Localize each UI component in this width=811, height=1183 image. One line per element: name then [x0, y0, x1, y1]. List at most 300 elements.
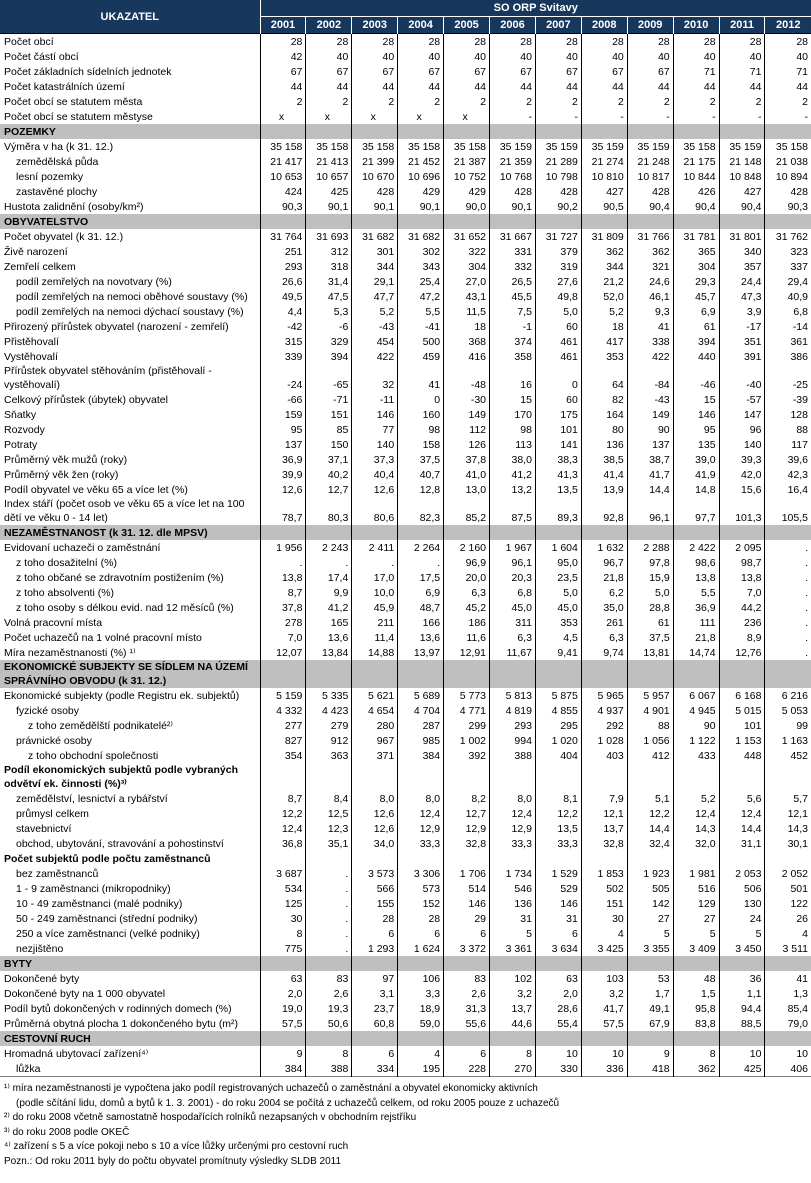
value-cell: 391 — [719, 349, 765, 364]
value-cell: 36,9 — [673, 600, 719, 615]
value-cell: 95 — [260, 422, 306, 437]
value-cell: 418 — [627, 1061, 673, 1077]
value-cell: 573 — [398, 881, 444, 896]
value-cell: 1 529 — [535, 866, 581, 881]
value-cell: 53 — [627, 971, 673, 986]
value-cell: 14,3 — [765, 821, 811, 836]
value-cell: 394 — [306, 349, 352, 364]
value-cell: . — [765, 570, 811, 585]
row-label: podíl zemřelých na novotvary (%) — [16, 276, 172, 288]
value-cell: 2,6 — [306, 986, 352, 1001]
value-cell: 67 — [581, 64, 627, 79]
table-row — [0, 555, 811, 570]
value-cell: 2 243 — [306, 540, 352, 555]
value-cell: 52,0 — [581, 289, 627, 304]
value-cell: 9,9 — [306, 585, 352, 600]
table-row — [0, 986, 811, 1001]
value-cell: 40,2 — [306, 467, 352, 482]
value-cell — [398, 851, 444, 866]
value-cell: 28,8 — [627, 600, 673, 615]
value-cell: 28 — [627, 34, 673, 50]
value-cell: 388 — [490, 748, 536, 763]
value-cell: 31,3 — [444, 1001, 490, 1016]
value-cell: 27,6 — [535, 274, 581, 289]
value-cell: 13,5 — [535, 821, 581, 836]
value-cell: 21 248 — [627, 154, 673, 169]
value-cell — [719, 525, 765, 540]
value-cell: 293 — [260, 259, 306, 274]
value-cell: 13,6 — [398, 630, 444, 645]
value-cell: 31 801 — [719, 229, 765, 244]
value-cell: 1 632 — [581, 540, 627, 555]
value-cell: 16 — [490, 364, 536, 392]
value-cell: 4 901 — [627, 703, 673, 718]
value-cell: 82,3 — [398, 497, 444, 525]
value-cell: 5 621 — [352, 688, 398, 703]
value-cell — [581, 763, 627, 791]
value-cell: 26,6 — [260, 274, 306, 289]
value-cell: 40 — [581, 49, 627, 64]
value-cell: -48 — [444, 364, 490, 392]
value-cell: 13,5 — [535, 482, 581, 497]
value-cell: 48 — [673, 971, 719, 986]
value-cell: 67 — [627, 64, 673, 79]
section-row — [0, 660, 811, 688]
value-cell: 21 413 — [306, 154, 352, 169]
value-cell — [260, 214, 306, 229]
value-cell: 10 696 — [398, 169, 444, 184]
table-row — [0, 866, 811, 881]
value-cell: 45,9 — [352, 600, 398, 615]
value-cell: 90,4 — [673, 199, 719, 214]
value-cell: 12,6 — [352, 806, 398, 821]
row-label: z toho osoby s délkou evid. nad 12 měsíců (%) — [16, 602, 234, 614]
value-cell: 92,8 — [581, 497, 627, 525]
value-cell: 45,0 — [535, 600, 581, 615]
value-cell — [490, 763, 536, 791]
table-row — [0, 851, 811, 866]
value-cell: 6 — [352, 1046, 398, 1061]
value-cell: 13,7 — [490, 1001, 536, 1016]
value-cell: 14,74 — [673, 645, 719, 660]
value-cell: 287 — [398, 718, 444, 733]
table-row — [0, 199, 811, 214]
value-cell: 32 — [352, 364, 398, 392]
value-cell: 5,5 — [673, 585, 719, 600]
value-cell: 88 — [765, 422, 811, 437]
row-label: Přírůstek obyvatel stěhováním (přistěhovalí - vystěhovalí) — [4, 365, 212, 391]
row-label: 10 - 49 zaměstnanci (malé podniky) — [16, 898, 183, 910]
row-label: Dokončené byty na 1 000 obyvatel — [4, 988, 166, 1000]
value-cell: 429 — [444, 184, 490, 199]
row-label: bez zaměstnanců — [16, 868, 99, 880]
value-cell: 10 810 — [581, 169, 627, 184]
row-label: Hustota zalidnění (osoby/km²) — [4, 201, 144, 213]
value-cell: 140 — [719, 437, 765, 452]
value-cell: 10 670 — [352, 169, 398, 184]
value-cell: 2 052 — [765, 866, 811, 881]
value-cell: 29,1 — [352, 274, 398, 289]
value-cell: 39,0 — [673, 452, 719, 467]
value-cell: 2 — [673, 94, 719, 109]
value-cell: 502 — [581, 881, 627, 896]
value-cell: 5 335 — [306, 688, 352, 703]
value-cell: -1 — [490, 319, 536, 334]
value-cell: -24 — [260, 364, 306, 392]
value-cell — [260, 763, 306, 791]
value-cell: 37,8 — [444, 452, 490, 467]
value-cell: 3 511 — [765, 941, 811, 956]
value-cell: 3 409 — [673, 941, 719, 956]
value-cell: 141 — [535, 437, 581, 452]
value-cell: 195 — [398, 1061, 444, 1077]
value-cell: 15,9 — [627, 570, 673, 585]
row-label: Evidovaní uchazeči o zaměstnání — [4, 542, 161, 554]
value-cell: - — [765, 109, 811, 124]
footnote-line: ³⁾ do roku 2008 podle OKEČ — [4, 1126, 130, 1138]
row-label: Počet obcí se statutem města — [4, 96, 143, 108]
value-cell: 6,8 — [490, 585, 536, 600]
year-header: 2004 — [398, 17, 444, 34]
value-cell: . — [306, 555, 352, 570]
value-cell — [581, 660, 627, 688]
value-cell: 422 — [627, 349, 673, 364]
value-cell — [627, 124, 673, 139]
value-cell: 20,3 — [490, 570, 536, 585]
value-cell: . — [765, 555, 811, 570]
table-row — [0, 334, 811, 349]
value-cell: 44 — [352, 79, 398, 94]
value-cell: 3 573 — [352, 866, 398, 881]
row-label: Počet obyvatel (k 31. 12.) — [4, 231, 124, 243]
value-cell: 353 — [581, 349, 627, 364]
value-cell: 60 — [535, 319, 581, 334]
value-cell: 12,2 — [627, 806, 673, 821]
value-cell: 211 — [352, 615, 398, 630]
value-cell: 448 — [719, 748, 765, 763]
value-cell — [260, 124, 306, 139]
value-cell — [398, 660, 444, 688]
value-cell: -11 — [352, 392, 398, 407]
value-cell: x — [398, 109, 444, 124]
value-cell: 4 945 — [673, 703, 719, 718]
value-cell: -30 — [444, 392, 490, 407]
value-cell: 318 — [306, 259, 352, 274]
row-label: z toho dosažitelní (%) — [16, 557, 117, 569]
value-cell: 312 — [306, 244, 352, 259]
value-cell: 44 — [627, 79, 673, 94]
value-cell: 428 — [490, 184, 536, 199]
value-cell: 20,0 — [444, 570, 490, 585]
value-cell: 135 — [673, 437, 719, 452]
value-cell: 97,7 — [673, 497, 719, 525]
value-cell: 40 — [306, 49, 352, 64]
value-cell: 12,6 — [352, 482, 398, 497]
value-cell: 28 — [719, 34, 765, 50]
value-cell: 35 159 — [490, 139, 536, 154]
value-cell — [765, 763, 811, 791]
value-cell: 392 — [444, 748, 490, 763]
value-cell: 8,9 — [719, 630, 765, 645]
value-cell: 362 — [581, 244, 627, 259]
value-cell — [535, 851, 581, 866]
value-cell: 71 — [673, 64, 719, 79]
value-cell: 12,4 — [673, 806, 719, 821]
value-cell: . — [765, 540, 811, 555]
value-cell: 89,3 — [535, 497, 581, 525]
value-cell: 15 — [673, 392, 719, 407]
value-cell: 48,7 — [398, 600, 444, 615]
value-cell: 31 693 — [306, 229, 352, 244]
row-label: Přirozený přírůstek obyvatel (narození - zemřelí) — [4, 321, 229, 333]
table-row — [0, 319, 811, 334]
value-cell — [352, 851, 398, 866]
value-cell: 29,4 — [765, 274, 811, 289]
value-cell: 31 727 — [535, 229, 581, 244]
value-cell: 4 — [581, 926, 627, 941]
value-cell: 278 — [260, 615, 306, 630]
value-cell: 128 — [765, 407, 811, 422]
row-label: Rozvody — [4, 424, 45, 436]
value-cell: 122 — [765, 896, 811, 911]
value-cell: 67 — [352, 64, 398, 79]
value-cell: 137 — [260, 437, 306, 452]
value-cell: 35 158 — [444, 139, 490, 154]
value-cell: 47,7 — [352, 289, 398, 304]
value-cell: 41,3 — [535, 467, 581, 482]
value-cell: 5 813 — [490, 688, 536, 703]
value-cell: 2,0 — [535, 986, 581, 1001]
row-label: lesní pozemky — [16, 171, 84, 183]
value-cell: 82 — [581, 392, 627, 407]
value-cell — [535, 660, 581, 688]
row-label: Průměrný věk žen (roky) — [4, 469, 119, 481]
value-cell: 149 — [627, 407, 673, 422]
value-cell — [306, 214, 352, 229]
value-cell: 4 423 — [306, 703, 352, 718]
value-cell: 6,9 — [673, 304, 719, 319]
value-cell: 6,3 — [444, 585, 490, 600]
row-label: zemědělská půda — [16, 156, 99, 168]
table-row — [0, 407, 811, 422]
row-label: nezjištěno — [16, 943, 64, 955]
value-cell: 140 — [352, 437, 398, 452]
value-cell — [352, 525, 398, 540]
value-cell: 41,2 — [490, 467, 536, 482]
value-cell: 40,9 — [765, 289, 811, 304]
value-cell: 55,4 — [535, 1016, 581, 1031]
value-cell: 67 — [444, 64, 490, 79]
value-cell: 96,1 — [627, 497, 673, 525]
row-label: Index stáří (počet osob ve věku 65 a více let na 100 dětí ve věku 0 - 14 let) — [4, 498, 245, 524]
value-cell: 111 — [673, 615, 719, 630]
value-cell: 5,3 — [306, 304, 352, 319]
value-cell: 41 — [627, 319, 673, 334]
value-cell: 7,9 — [581, 791, 627, 806]
value-cell: 1,1 — [719, 986, 765, 1001]
value-cell: 146 — [444, 896, 490, 911]
value-cell: 79,0 — [765, 1016, 811, 1031]
value-cell: 9 — [260, 1046, 306, 1061]
value-cell: 21 038 — [765, 154, 811, 169]
value-cell: 31 682 — [352, 229, 398, 244]
value-cell: 426 — [673, 184, 719, 199]
value-cell — [535, 124, 581, 139]
value-cell: 14,4 — [719, 821, 765, 836]
value-cell: 5 773 — [444, 688, 490, 703]
value-cell: . — [306, 896, 352, 911]
value-cell: 1 967 — [490, 540, 536, 555]
value-cell: 9 — [627, 1046, 673, 1061]
table-row — [0, 763, 811, 791]
value-cell: 506 — [719, 881, 765, 896]
value-cell — [490, 214, 536, 229]
value-cell: 311 — [490, 615, 536, 630]
value-cell: 31 809 — [581, 229, 627, 244]
value-cell: 57,5 — [260, 1016, 306, 1031]
table-row — [0, 630, 811, 645]
value-cell: 8,7 — [260, 585, 306, 600]
value-cell: 452 — [765, 748, 811, 763]
value-cell: 25,4 — [398, 274, 444, 289]
value-cell: . — [765, 615, 811, 630]
value-cell: 13,7 — [581, 821, 627, 836]
value-cell: 45,7 — [673, 289, 719, 304]
value-cell: 106 — [398, 971, 444, 986]
table-row — [0, 349, 811, 364]
value-cell: 12,6 — [352, 821, 398, 836]
table-row — [0, 570, 811, 585]
value-cell: 35 158 — [306, 139, 352, 154]
value-cell: 3 361 — [490, 941, 536, 956]
value-cell: -41 — [398, 319, 444, 334]
value-cell: 302 — [398, 244, 444, 259]
value-cell: 13,0 — [444, 482, 490, 497]
value-cell: 28 — [444, 34, 490, 50]
value-cell: - — [535, 109, 581, 124]
value-cell: 379 — [535, 244, 581, 259]
value-cell: 304 — [444, 259, 490, 274]
value-cell: 41,4 — [581, 467, 627, 482]
value-cell: 23,7 — [352, 1001, 398, 1016]
value-cell: 1 002 — [444, 733, 490, 748]
value-cell: 33,3 — [535, 836, 581, 851]
table-row — [0, 154, 811, 169]
value-cell: 12,2 — [260, 806, 306, 821]
value-cell: 12,7 — [444, 806, 490, 821]
value-cell — [444, 124, 490, 139]
value-cell: 44 — [673, 79, 719, 94]
value-cell: 330 — [535, 1061, 581, 1077]
value-cell: -65 — [306, 364, 352, 392]
footnote-line: ⁴⁾ zařízení s 5 a více pokoji nebo s 10 a více lůžky určenými pro cestovní ruch — [4, 1141, 349, 1152]
value-cell — [352, 660, 398, 688]
value-cell: 31 — [490, 911, 536, 926]
value-cell — [765, 525, 811, 540]
value-cell: -40 — [719, 364, 765, 392]
value-cell: 2 — [398, 94, 444, 109]
value-cell — [673, 214, 719, 229]
value-cell: 103 — [581, 971, 627, 986]
value-cell: 440 — [673, 349, 719, 364]
value-cell — [490, 525, 536, 540]
row-label: Přistěhovalí — [4, 336, 59, 348]
value-cell: 12,91 — [444, 645, 490, 660]
value-cell: 10,0 — [352, 585, 398, 600]
value-cell — [444, 763, 490, 791]
value-cell: 97 — [352, 971, 398, 986]
value-cell — [306, 660, 352, 688]
value-cell: 32,8 — [581, 836, 627, 851]
value-cell: 292 — [581, 718, 627, 733]
table-row — [0, 169, 811, 184]
value-cell: 394 — [673, 334, 719, 349]
value-cell — [765, 851, 811, 866]
value-cell: 32,0 — [673, 836, 719, 851]
value-cell: 31,1 — [719, 836, 765, 851]
value-cell: 1 163 — [765, 733, 811, 748]
value-cell: 44 — [444, 79, 490, 94]
value-cell: 2,0 — [260, 986, 306, 1001]
value-cell: 21,8 — [581, 570, 627, 585]
table-row — [0, 791, 811, 806]
value-cell: 36,8 — [260, 836, 306, 851]
table-row — [0, 941, 811, 956]
row-label: lůžka — [16, 1063, 41, 1075]
value-cell: 8,0 — [398, 791, 444, 806]
value-cell — [719, 851, 765, 866]
year-header: 2009 — [627, 17, 673, 34]
row-label: z toho absolventi (%) — [16, 587, 115, 599]
row-label: obchod, ubytování, stravování a pohostinství — [16, 838, 224, 850]
value-cell: 13,81 — [627, 645, 673, 660]
value-cell — [627, 851, 673, 866]
value-cell: 101 — [719, 718, 765, 733]
value-cell: 4 855 — [535, 703, 581, 718]
value-cell: 21 148 — [719, 154, 765, 169]
value-cell: 368 — [444, 334, 490, 349]
value-cell: - — [490, 109, 536, 124]
row-label: OBYVATELSTVO — [0, 214, 260, 229]
value-cell: 912 — [306, 733, 352, 748]
value-cell: 11,67 — [490, 645, 536, 660]
value-cell — [444, 956, 490, 971]
value-cell — [352, 214, 398, 229]
value-cell: 5 689 — [398, 688, 444, 703]
value-cell: 10 752 — [444, 169, 490, 184]
value-cell: 7,5 — [490, 304, 536, 319]
value-cell: 117 — [765, 437, 811, 452]
value-cell: 44 — [765, 79, 811, 94]
value-cell: 2 — [535, 94, 581, 109]
value-cell: 428 — [627, 184, 673, 199]
value-cell: 2 053 — [719, 866, 765, 881]
value-cell: 31 667 — [490, 229, 536, 244]
value-cell: 41,9 — [673, 467, 719, 482]
value-cell: 301 — [352, 244, 398, 259]
value-cell: 29 — [444, 911, 490, 926]
table-row — [0, 1061, 811, 1077]
value-cell: 261 — [581, 615, 627, 630]
value-cell: 1,7 — [627, 986, 673, 1001]
value-cell: 37,5 — [398, 452, 444, 467]
value-cell: 37,5 — [627, 630, 673, 645]
value-cell: 186 — [444, 615, 490, 630]
value-cell: 8,4 — [306, 791, 352, 806]
value-cell — [535, 763, 581, 791]
value-cell: 96,9 — [444, 555, 490, 570]
value-cell: 566 — [352, 881, 398, 896]
